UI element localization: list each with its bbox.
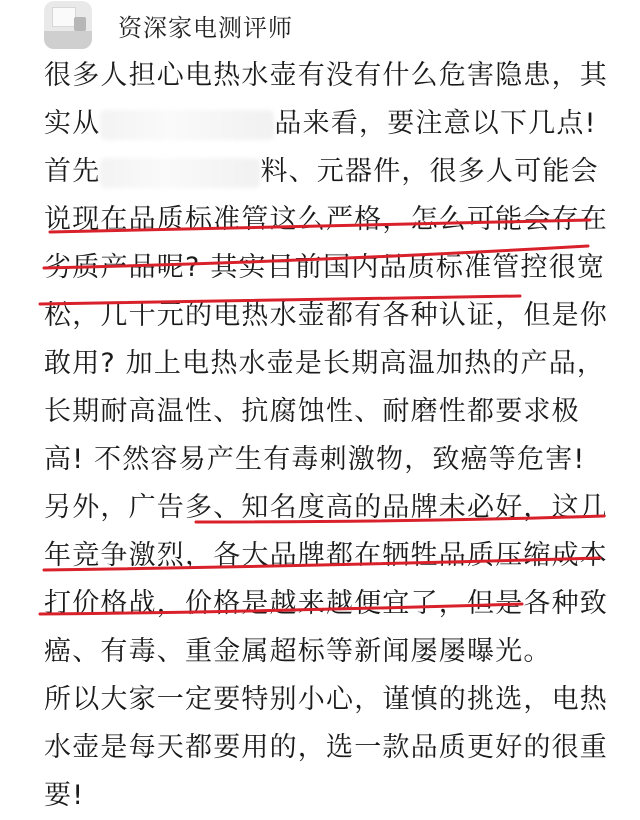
redacted-blur (100, 158, 260, 188)
redacted-blur (100, 110, 274, 140)
text-line: 另外，广告多、知名度高的品牌未必好，这几 (44, 492, 608, 523)
text-line: 年竞争激烈，各大品牌都在牺牲品质压缩成本 (44, 540, 608, 571)
text-line: 说现在品质标准管这么严格，怎么可能会存在 (44, 204, 608, 235)
author-name[interactable]: 资深家电测评师 (118, 13, 293, 42)
text-line: 首先 料、元器件，很多人可能会 (44, 156, 599, 187)
text-line: 实从 品来看，要注意以下几点! (44, 108, 597, 139)
avatar-icon[interactable] (44, 1, 92, 49)
text-line: 劣质产品呢? 其实目前国内品质标准管控很宽 (44, 252, 606, 283)
text-line: 高! 不然容易产生有毒刺激物，致癌等危害! (44, 444, 586, 475)
post-body (44, 52, 640, 820)
text-line: 长期耐高温性、抗腐蚀性、耐磨性都要求极 (44, 396, 580, 427)
text-line: 敢用? 加上电热水壶是长期高温加热的产品， (44, 348, 606, 379)
text-line: 要! (44, 780, 85, 811)
post-header (44, 0, 293, 50)
text-line: 松，几十元的电热水壶都有各种认证，但是你 (44, 300, 608, 331)
text-line: 癌、有毒、重金属超标等新闻屡屡曝光。 (44, 636, 552, 667)
text-line: 所以大家一定要特别小心，谨慎的挑选，电热 (44, 684, 608, 715)
text-line: 打价格战，价格是越来越便宜了，但是各种致 (44, 588, 608, 619)
text-line: 很多人担心电热水壶有没有什么危害隐患，其 (44, 60, 608, 91)
text-line: 水壶是每天都要用的，选一款品质更好的很重 (44, 732, 608, 763)
